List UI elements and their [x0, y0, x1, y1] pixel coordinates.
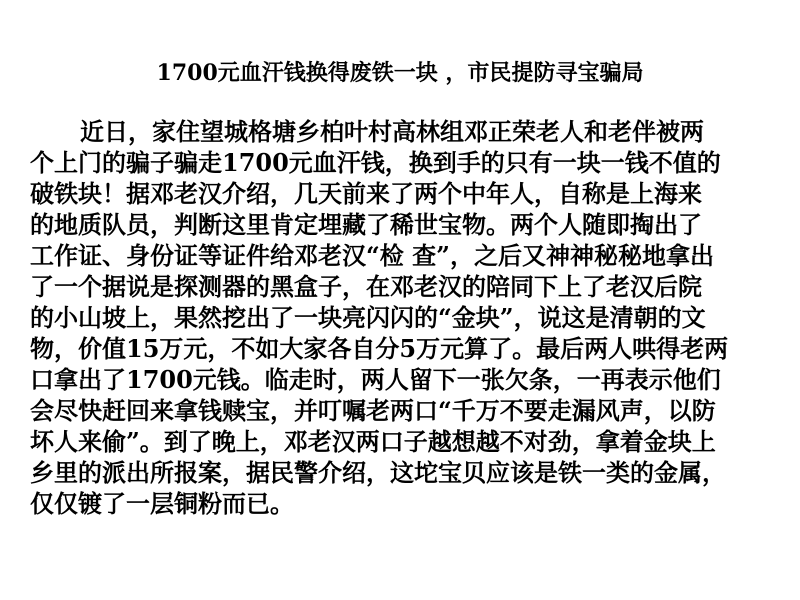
body-line: 会尽快赶回来拿钱赎宝，并叮嘱老两口“千万不要走漏风声，以防 — [30, 396, 716, 425]
body-line: 个上门的骗子骗走1700元血汗钱，换到手的只有一块一钱不值的 — [30, 148, 721, 177]
article-body — [30, 116, 780, 519]
body-line: 破铁块！据邓老汉介绍，几天前来了两个中年人，自称是上海来 — [30, 179, 702, 208]
body-line: 物，价值15万元，不如大家各自分5万元算了。最后两人哄得老两 — [30, 334, 729, 363]
body-line: 仅仅镀了一层铜粉而已。 — [30, 489, 294, 518]
body-line: 乡里的派出所报案，据民警介绍，这坨宝贝应该是铁一类的金属， — [30, 458, 726, 487]
body-line: 坏人来偷”。到了晚上，邓老汉两口子越想越不对劲，拿着金块上 — [30, 427, 716, 456]
body-line: 的地质队员，判断这里肯定埋藏了稀世宝物。两个人随即掏出了 — [30, 210, 702, 239]
body-line: 口拿出了1700元钱。临走时，两人留下一张欠条，一再表示他们 — [30, 365, 721, 394]
body-line: 工作证、身份证等证件给邓老汉“检 查”，之后又神神秘秘地拿出 — [30, 241, 714, 270]
article-title: 1700元血汗钱换得废铁一块 ，市民提防寻宝骗局 — [156, 60, 644, 86]
body-line: 的小山坡上，果然挖出了一块亮闪闪的“金块”，说这是清朝的文 — [30, 303, 706, 332]
body-line: 了一个据说是探测器的黑盒子，在邓老汉的陪同下上了老汉后院 — [30, 272, 702, 301]
body-line: 近日，家住望城格塘乡柏叶村高林组邓正荣老人和老伴被两 — [80, 117, 704, 146]
